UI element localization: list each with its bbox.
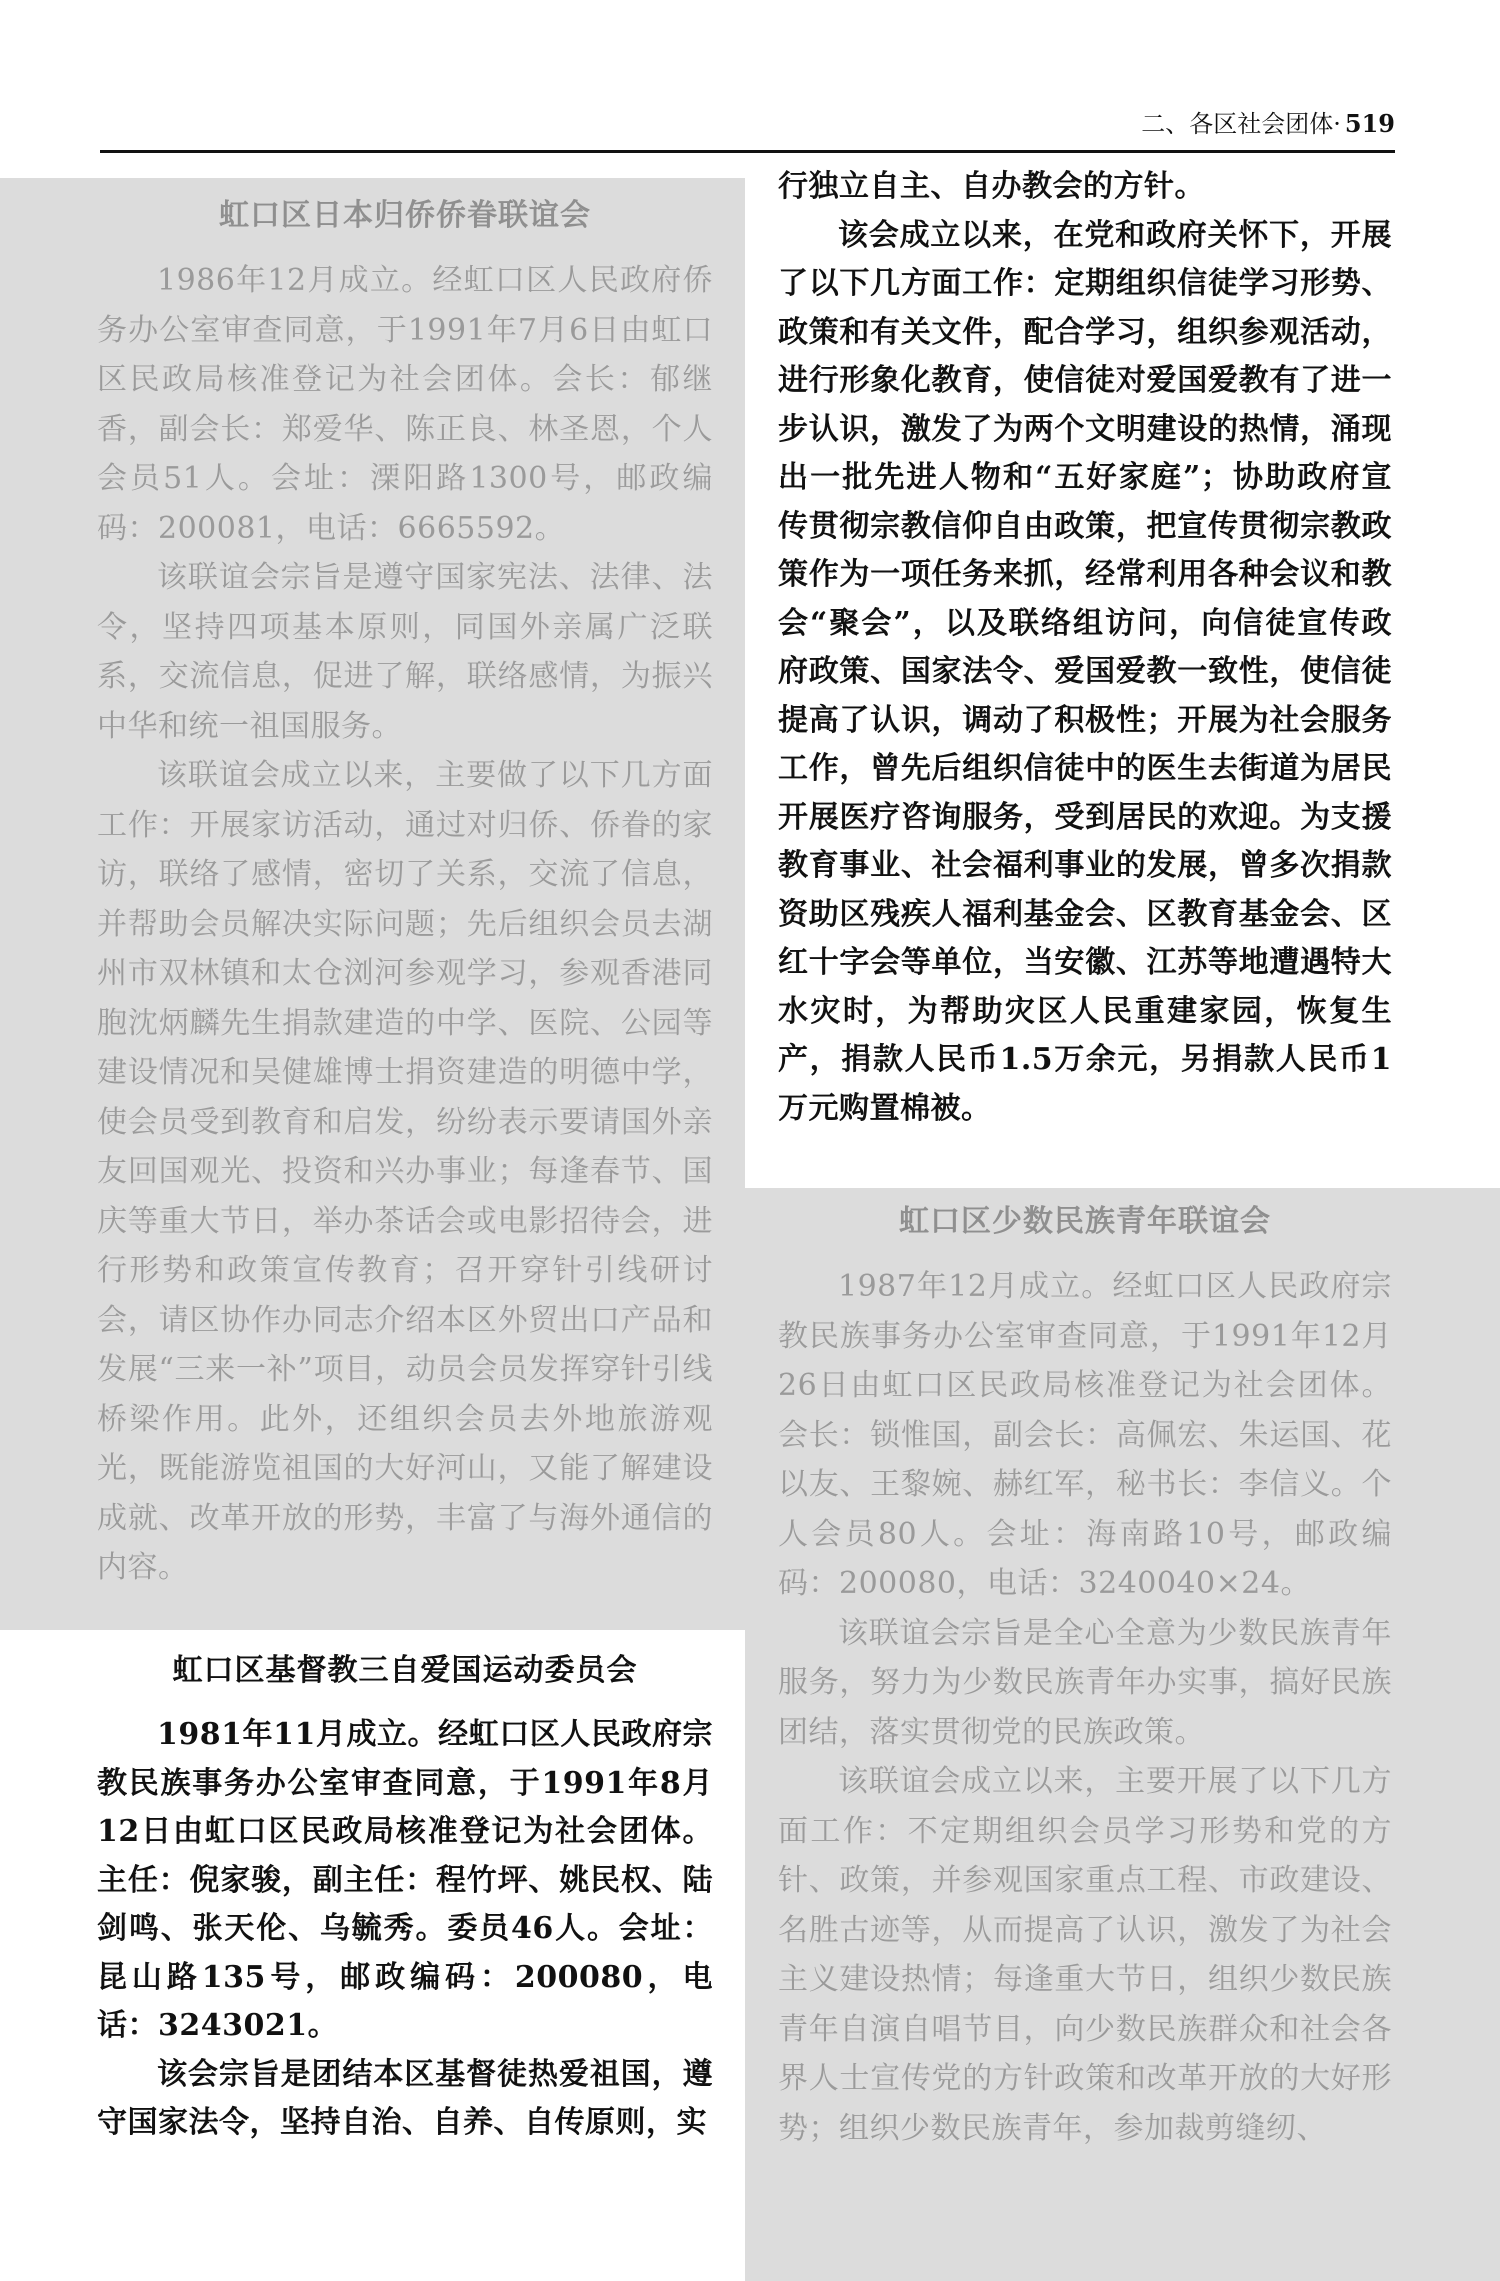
section-title: 虹口区少数民族青年联谊会 — [899, 1204, 1271, 1239]
section-title: 虹口区日本归侨侨眷联谊会 — [219, 198, 591, 233]
paragraph: 该联谊会成立以来，主要开展了以下几方面工作：不定期组织会员学习形势和党的方针、政策，并参观国家重点工程、市政建设、名胜古迹等，从而提高了认识，激发了为社会主义建设热情；每逢重大节日，组织少数民族青年自演自唱节目，向少数民族群众和社会各界人士宣传党的方针政策和改革开放的大好形势；组织少数民族青年，参加裁剪缝纫、 — [778, 1764, 1392, 2146]
section-christian — [97, 1645, 713, 2148]
header-rule — [100, 150, 1395, 153]
page-number: 519 — [1344, 109, 1395, 138]
paragraph: 行独立自主、自办教会的方针。 — [778, 169, 1205, 204]
paragraph: 1986年12月成立。经虹口区人民政府侨务办公室审查同意，于1991年7月6日由虹口区民政局核准登记为社会团体。会长：郁继香，副会长：郑爱华、陈正良、林圣恩，个人会员51人。会址：溧阳路1300号，邮政编码：200081，电话：6665592。 — [97, 263, 713, 546]
paragraph: 该联谊会宗旨是遵守国家宪法、法律、法令，坚持四项基本原则，同国外亲属广泛联系，交流信息，促进了解，联络感情，为振兴中华和统一祖国服务。 — [97, 560, 713, 744]
paragraph: 该会成立以来，在党和政府关怀下，开展了以下几方面工作：定期组织信徒学习形势、政策和有关文件，配合学习，组织参观活动，进行形象化教育，使信徒对爱国爱教有了进一步认识，激发了为两个文明建设的热情，涌现出一批先进人物和“五好家庭”；协助政府宣传贯彻宗教信仰自由政策，把宣传贯彻宗教政策作为一项任务来抓，经常利用各种会议和教会“聚会”，以及联络组访问，向信徒宣传政府政策、国家法令、爱国爱教一致性，使信徒提高了认识，调动了积极性；开展为社会服务工作，曾先后组织信徒中的医生去街道为居民开展医疗咨询服务，受到居民的欢迎。为支援教育事业、社会福利事业的发展，曾多次捐款资助区残疾人福利基金会、区教育基金会、区红十字会等单位，当安徽、江苏等地遭遇特大水灾时，为帮助灾区人民重建家园，恢复生产，捐款人民币1.5万余元，另捐款人民币1万元购置棉被。 — [778, 217, 1392, 1126]
section-christian-continued — [778, 163, 1392, 1133]
section-japan — [97, 190, 713, 1593]
section-minority — [778, 1196, 1392, 2153]
paragraph: 1981年11月成立。经虹口区人民政府宗教民族事务办公室审查同意，于1991年8月12日由虹口区民政局核准登记为社会团体。主任：倪家骏，副主任：程竹坪、姚民权、陆剑鸣、张天伦、乌毓秀。委员46人。会址：昆山路135号，邮政编码：200080，电话：3243021。 — [97, 1717, 713, 2043]
running-title: 二、各区社会团体· — [1141, 110, 1341, 138]
running-header — [1040, 104, 1395, 139]
paragraph: 该联谊会宗旨是全心全意为少数民族青年服务，努力为少数民族青年办实事，搞好民族团结，落实贯彻党的民族政策。 — [778, 1615, 1392, 1750]
paragraph: 该联谊会成立以来，主要做了以下几方面工作：开展家访活动，通过对归侨、侨眷的家访，联络了感情，密切了关系，交流了信息，并帮助会员解决实际问题；先后组织会员去湖州市双林镇和太仓浏河参观学习，参观香港同胞沈炳麟先生捐款建造的中学、医院、公园等建设情况和吴健雄博士捐资建造的明德中学，使会员受到教育和启发，纷纷表示要请国外亲友回国观光、投资和兴办事业；每逢春节、国庆等重大节日，举办茶话会或电影招待会，进行形势和政策宣传教育；召开穿针引线研讨会，请区协作办同志介绍本区外贸出口产品和发展“三来一补”项目，动员会员发挥穿针引线桥梁作用。此外，还组织会员去外地旅游观光，既能游览祖国的大好河山，又能了解建设成就、改革开放的形势，丰富了与海外通信的内容。 — [97, 758, 713, 1585]
paragraph: 1987年12月成立。经虹口区人民政府宗教民族事务办公室审查同意，于1991年12月26日由虹口区民政局核准登记为社会团体。会长：锁惟国，副会长：高佩宏、朱运国、花以友、王黎婉、赫红军，秘书长：李信义。个人会员80人。会址：海南路10号，邮政编码：200080，电话：3240040×24。 — [778, 1269, 1392, 1601]
section-title: 虹口区基督教三自爱国运动委员会 — [172, 1653, 638, 1688]
paragraph: 该会宗旨是团结本区基督徒热爱祖国，遵守国家法令，坚持自治、自养、自传原则，实 — [97, 2056, 713, 2140]
